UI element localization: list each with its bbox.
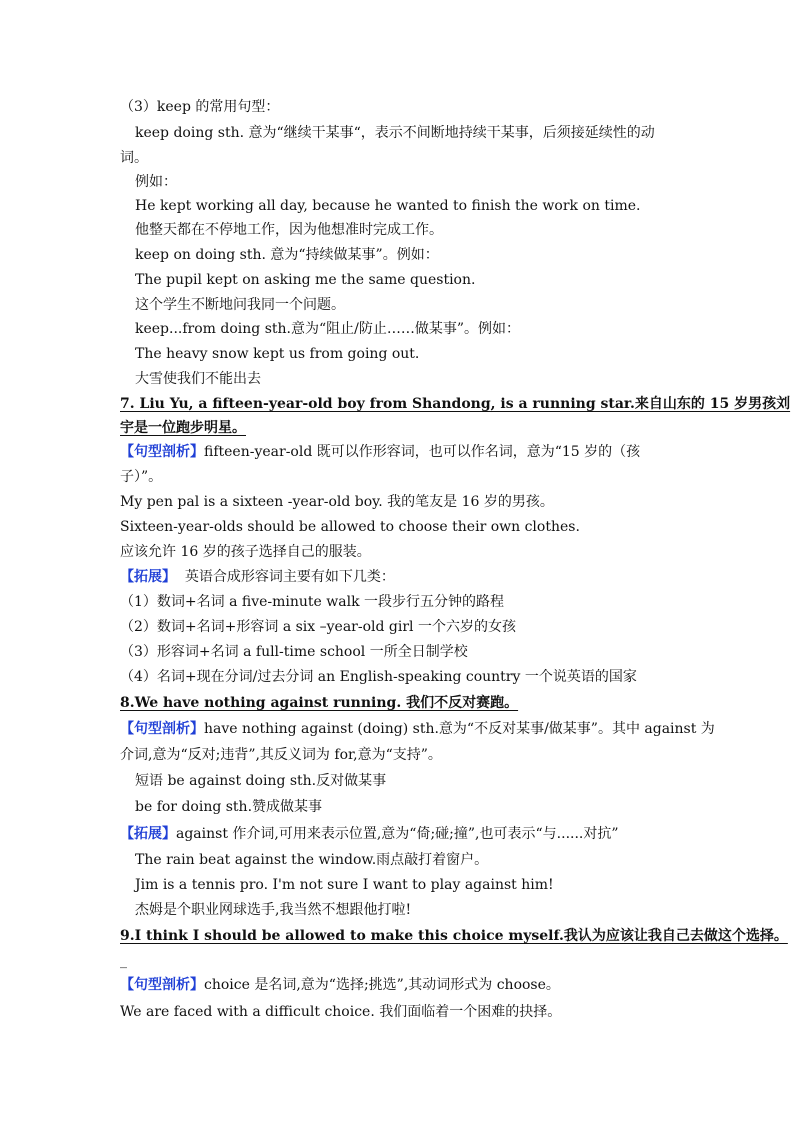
- text-line-body: fifteen-year-old 既可以作形容词，也可以作名词，意为“15 岁的（孩: [204, 444, 641, 460]
- text-line: （1）数词+名词 a five-minute walk 一段步行五分钟的路程: [120, 594, 505, 610]
- text-line: [120, 975, 560, 995]
- text-line: The heavy snow kept us from going out.: [135, 346, 420, 362]
- text-line: be for doing sth.赞成做某事: [135, 799, 323, 815]
- text-line: keep on doing sth. 意为“持续做某事”。例如：: [135, 247, 439, 263]
- text-line: 应该允许 16 岁的孩子选择自己的服装。: [120, 544, 371, 560]
- text-line: [120, 567, 395, 587]
- text-line: （4）名词+现在分词/过去分词 an English-speaking country 一个说英语的国家: [120, 669, 637, 685]
- text-line: （3）keep 的常用句型：: [120, 99, 280, 115]
- section-heading-9: 9.I think I should be allowed to make this choice myself.我认为应该让我自己去做这个选择。: [120, 928, 788, 944]
- section-heading-7-cont: 宇是一位跑步明星。: [120, 420, 246, 436]
- text-line: The rain beat against the window.雨点敲打着窗户。: [135, 852, 489, 868]
- text-line: 大雪使我们不能出去: [135, 371, 261, 387]
- expansion-tag: 【拓展】: [120, 569, 176, 585]
- text-line-body: have nothing against (doing) sth.意为“不反对某事/做某事”。其中 against 为: [204, 721, 715, 737]
- text-line: 介词,意为“反对;违背”,其反义词为 for,意为“支持”。: [120, 747, 442, 763]
- text-line: keep doing sth. 意为“继续干某事“，表示不间断地持续干某事，后须接延续性的动: [135, 125, 655, 141]
- text-line: 子）”。: [120, 469, 163, 485]
- text-line: keep...from doing sth.意为“阻止/防止……做某事”。例如：: [135, 321, 520, 337]
- analysis-tag: 【句型剖析】: [120, 721, 204, 737]
- section-heading-7: 7. Liu Yu, a fifteen-year-old boy from Shandong, is a running star.来自山东的 15 岁男孩刘: [120, 396, 791, 412]
- text-line: 这个学生不断地问我同一个问题。: [135, 297, 345, 313]
- text-line: Jim is a tennis pro. I'm not sure I want to play against him!: [135, 877, 554, 893]
- text-line: He kept working all day, because he wanted to finish the work on time.: [135, 198, 641, 214]
- text-line-body: 英语合成形容词主要有如下几类：: [184, 569, 395, 585]
- stray-underscore: _: [120, 953, 127, 969]
- text-line: 短语 be against doing sth.反对做某事: [135, 773, 387, 789]
- text-line: 词。: [120, 150, 148, 166]
- text-line: 例如：: [135, 174, 177, 190]
- text-line: 杰姆是个职业网球选手,我当然不想跟他打啦!: [135, 902, 412, 918]
- text-line: We are faced with a difficult choice. 我们面临着一个困难的抉择。: [120, 1004, 562, 1020]
- text-line: [120, 442, 640, 462]
- text-line: My pen pal is a sixteen -year-old boy. 我的笔友是 16 岁的男孩。: [120, 494, 554, 510]
- text-line: The pupil kept on asking me the same question.: [135, 272, 476, 288]
- text-line: [120, 719, 715, 739]
- section-heading-8: 8.We have nothing against running. 我们不反对赛跑。: [120, 695, 519, 711]
- text-line: （3）形容词+名词 a full-time school 一所全日制学校: [120, 644, 468, 660]
- text-line: [120, 824, 619, 844]
- analysis-tag: 【句型剖析】: [120, 977, 204, 993]
- text-line-body: against 作介词,可用来表示位置,意为“倚;碰;撞”,也可表示“与......对抗”: [176, 826, 619, 842]
- text-line: 他整天都在不停地工作，因为他想准时完成工作。: [135, 222, 443, 238]
- text-line: （2）数词+名词+形容词 a six –year-old girl 一个六岁的女孩: [120, 619, 516, 635]
- text-line-body: choice 是名词,意为“选择;挑选”,其动词形式为 choose。: [204, 977, 560, 993]
- expansion-tag: 【拓展】: [120, 826, 176, 842]
- analysis-tag: 【句型剖析】: [120, 444, 204, 460]
- text-line: Sixteen-year-olds should be allowed to choose their own clothes.: [120, 519, 580, 535]
